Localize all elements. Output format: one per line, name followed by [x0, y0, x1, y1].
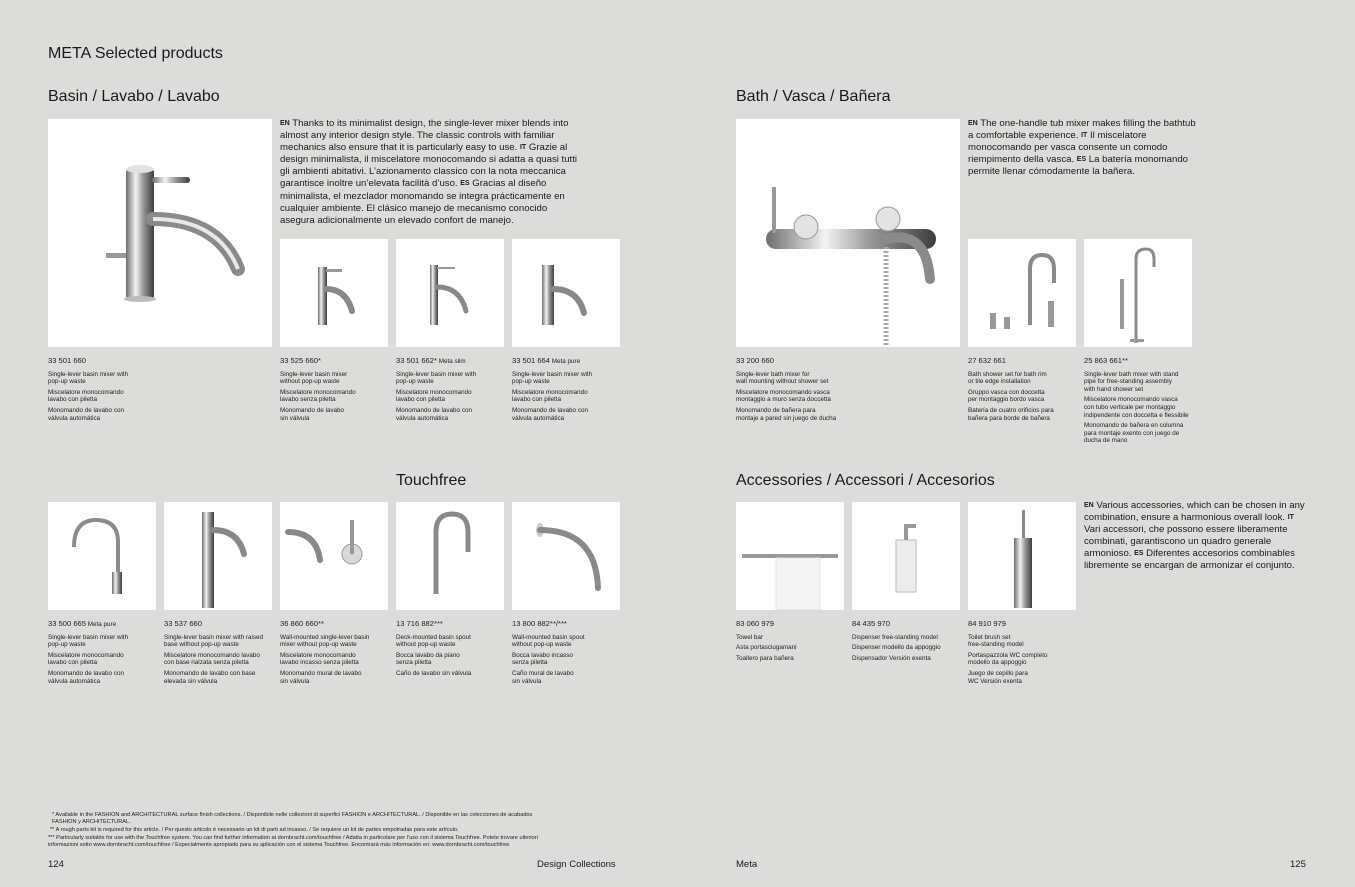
product-desc-en: Single-lever basin mixer with raised base without pop-up waste	[164, 633, 264, 649]
wall-mixer-icon	[280, 502, 388, 610]
product-item	[48, 620, 158, 688]
product-desc-es: Monomando de lavabo con válvula automática	[48, 669, 124, 685]
product-desc-en: Single-lever bath mixer with stand pipe for free-standing assembly with hand shower set	[1084, 370, 1179, 393]
product-item	[736, 620, 846, 665]
page-number-right: 125	[1290, 859, 1306, 870]
lang-tag-es: ES	[1134, 550, 1144, 558]
product-item	[396, 357, 506, 425]
product-code: 33 525 660*	[280, 356, 321, 365]
lang-tag-it: IT	[1081, 132, 1088, 140]
desc-it: Vari accessori, che possono essere liberamente combinati, garantiscono un quadro generale armonioso.	[1084, 524, 1288, 560]
bath-mixer-icon	[736, 119, 960, 347]
product-desc-it: Miscelatore monocomando lavabo con piletta	[396, 388, 472, 404]
footer-label-left: Design Collections	[537, 859, 616, 870]
lang-tag-es: ES	[460, 180, 470, 188]
basin-heading: Basin / Lavabo / Lavabo	[48, 88, 220, 105]
product-desc-es: Juego de cepillo para WC Versión exenta	[968, 669, 1028, 685]
product-code: 25 863 661**	[1084, 356, 1128, 365]
product-desc-es: Caño mural de lavabo sin válvula	[512, 669, 574, 685]
product-desc-en: Single-lever basin mixer with pop-up waste	[48, 633, 129, 649]
product-photo	[164, 502, 272, 610]
footer-label-right: Meta	[736, 859, 758, 870]
product-code: 33 501 660	[48, 356, 87, 365]
product-desc-it: Miscelatore monocomando lavabo con piletta	[48, 388, 124, 404]
lang-tag-es: ES	[1076, 156, 1087, 164]
touchfree-heading: Touchfree	[396, 472, 467, 489]
product-desc-it: Miscelatore monocomando lavabo incasso senza piletta	[280, 651, 359, 667]
desc-it: Il miscelatore monocomando per vasca consente un comodo riempimento della vasca.	[968, 130, 1168, 166]
accessories-heading: Accessories / Accessori / Accesorios	[736, 472, 995, 489]
product-item	[280, 357, 390, 425]
product-code: 33 537 660	[164, 619, 203, 628]
product-code: 27 632 661	[968, 356, 1007, 365]
product-desc-en: Towel bar	[736, 633, 763, 641]
lang-tag-en: EN	[280, 120, 290, 127]
spout-icon	[396, 502, 504, 610]
product-code: 83 060 979	[736, 619, 775, 628]
product-desc-en: Wall-mounted basin spout without pop-up waste	[512, 633, 585, 649]
product-desc-es: Monomando de lavabo con válvula automática	[396, 406, 472, 422]
product-item	[1084, 357, 1204, 448]
footnote-2: ** A rough parts kit is required for this article. / Per questo articolo è necessario un kit di parti ad incasso. / Se requiere un kit de partes empotradas para este artículo.	[50, 827, 459, 833]
lang-tag-en: EN	[1084, 502, 1094, 509]
product-desc-en: Single-lever basin mixer with pop-up waste	[48, 370, 129, 386]
lang-tag-en: EN	[968, 120, 978, 127]
dispenser-icon	[852, 502, 960, 610]
product-desc-it: Portaspazzola WC completo modello da appoggio	[968, 651, 1048, 667]
product-desc-en: Dispenser free-standing model	[852, 633, 938, 641]
desc-en: Various accessories, which can be chosen in any combination, ensure a harmonious overall look.	[1084, 500, 1305, 524]
product-desc-es: Toallero para bañera	[736, 654, 794, 662]
product-desc-es: Monomando de bañera en columna para montaje exento con juego de ducha de mano	[1084, 422, 1184, 445]
product-code: 13 800 882**/***	[512, 619, 567, 628]
product-desc-it: Miscelatore monocomando lavabo senza piletta	[280, 388, 356, 404]
product-item	[48, 357, 158, 425]
product-desc-en: Single-lever basin mixer without pop-up waste	[280, 370, 348, 386]
product-item	[280, 620, 390, 688]
product-desc-en: Toilet brush set free-standing model	[968, 633, 1024, 649]
product-desc-en: Bath shower set for bath rim or tile edge installation	[968, 370, 1047, 386]
product-desc-it: Miscelatore monocomando vasca con tubo verticale per montaggio indipendente con doccetta e flessibile	[1084, 396, 1189, 419]
product-code: 33 200 660	[736, 356, 775, 365]
product-desc-es: Monomando de lavabo sin válvula	[280, 406, 345, 422]
product-desc-it: Miscelatore monocomando vasca montaggio a muro senza doccetta	[736, 388, 831, 404]
product-code: 84 435 970	[852, 619, 891, 628]
product-photo	[968, 502, 1076, 610]
bath-set-icon	[968, 239, 1076, 347]
footnote-3: *** Particularly suitable for use with the Touchfree system. You can find further information at dornbracht.com/touchfree / Adatta in particolare per l’uso con il sistema Touchfree. Potete trovare ulteriori informazioni sotto www.dornbracht.com/touchfree / Especialmente apropiado para su aplicación con el sistema Touchfree. Encontrará más información en: www.dornbracht.com/touchfree	[48, 835, 538, 848]
wall-spout-icon	[512, 502, 620, 610]
product-desc-it: Miscelatore monocomando lavabo con base rialzata senza piletta	[164, 651, 260, 667]
product-photo	[736, 502, 844, 610]
product-item	[396, 620, 506, 681]
desc-en: The one-handle tub mixer makes filling the bathtub a comfortable experience.	[968, 118, 1196, 142]
towel-bar-icon	[736, 502, 844, 610]
product-photo	[968, 239, 1076, 347]
product-desc-es: Monomando mural de lavabo sin válvula	[280, 669, 362, 685]
product-item	[512, 620, 622, 688]
bath-description	[968, 118, 1198, 178]
basin-mixer-icon	[280, 239, 388, 347]
bath-heading: Bath / Vasca / Bañera	[736, 88, 891, 105]
product-desc-es: Dispensador Versión exenta	[852, 654, 931, 662]
product-item	[164, 620, 274, 688]
product-desc-es: Monomando de bañera para montaje a pared sin juego de ducha	[736, 406, 837, 422]
product-variant: Meta pure	[86, 621, 117, 628]
basin-mixer-icon	[512, 239, 620, 347]
basin-mixer-icon	[48, 502, 156, 610]
product-desc-en: Single-lever basin mixer with pop-up waste	[512, 370, 593, 386]
page-title: META Selected products	[48, 45, 223, 62]
product-desc-en: Deck-mounted basin spout without pop-up waste	[396, 633, 471, 649]
product-desc-es: Caño de lavabo sin válvula	[396, 669, 472, 677]
product-desc-it: Bocca lavabo da piano senza piletta	[396, 651, 460, 667]
product-photo	[512, 502, 620, 610]
product-variant: Meta pure	[550, 358, 581, 365]
product-desc-es: Monomando de lavabo con base elevada sin válvula	[164, 669, 256, 685]
footnote-1: * Available in the FASHION and ARCHITECTURAL surface finish collections. / Disponibile nelle collezioni di superfici FASHION e ARCHITECTURAL. / Disponible en las colecciones de acabados FASHION y ARCHITECTURAL.	[52, 812, 533, 825]
product-photo	[852, 502, 960, 610]
basin-hero-photo	[48, 119, 272, 347]
product-photo	[48, 502, 156, 610]
basin-mixer-icon	[396, 239, 504, 347]
product-code: 33 500 665	[48, 619, 87, 628]
product-desc-es: Monomando de lavabo con válvula automática	[48, 406, 124, 422]
accessories-description	[1084, 500, 1310, 573]
lang-tag-it: IT	[519, 144, 527, 152]
product-code: 84 910 979	[968, 619, 1007, 628]
product-item	[736, 357, 866, 425]
desc-es: La batería monomando permite llenar cómodamente la bañera.	[968, 154, 1188, 178]
product-code: 33 501 662*	[396, 356, 437, 365]
product-item	[968, 620, 1078, 688]
basin-description	[280, 118, 580, 227]
product-desc-it: Miscelatore monocomando lavabo con piletta	[512, 388, 588, 404]
standpipe-mixer-icon	[1084, 239, 1192, 347]
bath-hero-photo	[736, 119, 960, 347]
product-desc-es: Monomando de lavabo con válvula automática	[512, 406, 588, 422]
basin-mixer-icon	[164, 502, 272, 610]
toilet-brush-icon	[968, 502, 1076, 610]
product-photo	[512, 239, 620, 347]
page-number-left: 124	[48, 859, 64, 870]
product-code: 36 860 660**	[280, 619, 324, 628]
basin-mixer-icon	[48, 119, 272, 347]
product-desc-it: Gruppo vasca con doccetta per montaggio bordo vasca	[968, 388, 1045, 404]
product-photo	[280, 502, 388, 610]
product-item	[512, 357, 622, 425]
product-desc-en: Single-lever bath mixer for wall mounting without shower set	[736, 370, 829, 386]
product-photo	[1084, 239, 1192, 347]
product-photo	[280, 239, 388, 347]
product-desc-it: Asta portasciugamani	[736, 644, 797, 652]
product-desc-it: Bocca lavabo incasso senza piletta	[512, 651, 573, 667]
product-desc-it: Miscelatore monocomando lavabo con piletta	[48, 651, 124, 667]
product-code: 13 716 882***	[396, 619, 443, 628]
product-photo	[396, 239, 504, 347]
product-variant: Meta slim	[436, 358, 466, 365]
product-desc-it: Dispenser modello da appoggio	[852, 644, 941, 652]
desc-it: Grazie al design minimalista, il miscelatore monocomando si adatta a quasi tutti gli ambienti abitativi. L’azionamento classico con la nota meccanica garantisce inoltre un’elevata facilità d’uso.	[280, 142, 578, 190]
lang-tag-it: IT	[1287, 514, 1294, 522]
product-code: 33 501 664	[512, 356, 551, 365]
product-desc-es: Batería de cuatro orificios para bañera para borde de bañera	[968, 406, 1054, 422]
desc-es: Diferentes accesorios combinables libremente se encargan de armonizar el conjunto.	[1084, 548, 1295, 572]
product-photo	[396, 502, 504, 610]
product-item	[852, 620, 962, 665]
product-item	[968, 357, 1078, 425]
desc-en: Thanks to its minimalist design, the single-lever mixer blends into almost any interior design style. The classic controls with familiar mechanics also ensure that it is particularly easy to use.	[280, 118, 569, 154]
product-desc-en: Wall-mounted single-lever basin mixer without pop-up waste	[280, 633, 370, 649]
product-desc-en: Single-lever basin mixer with pop-up waste	[396, 370, 477, 386]
desc-es: Gracias al diseño minimalista, el mezclador monomando se integra prácticamente en cualquier ambiente. El clásico manejo de mecanismo conocido asegura adicionalmente un elevado confort de manejo.	[280, 178, 565, 226]
